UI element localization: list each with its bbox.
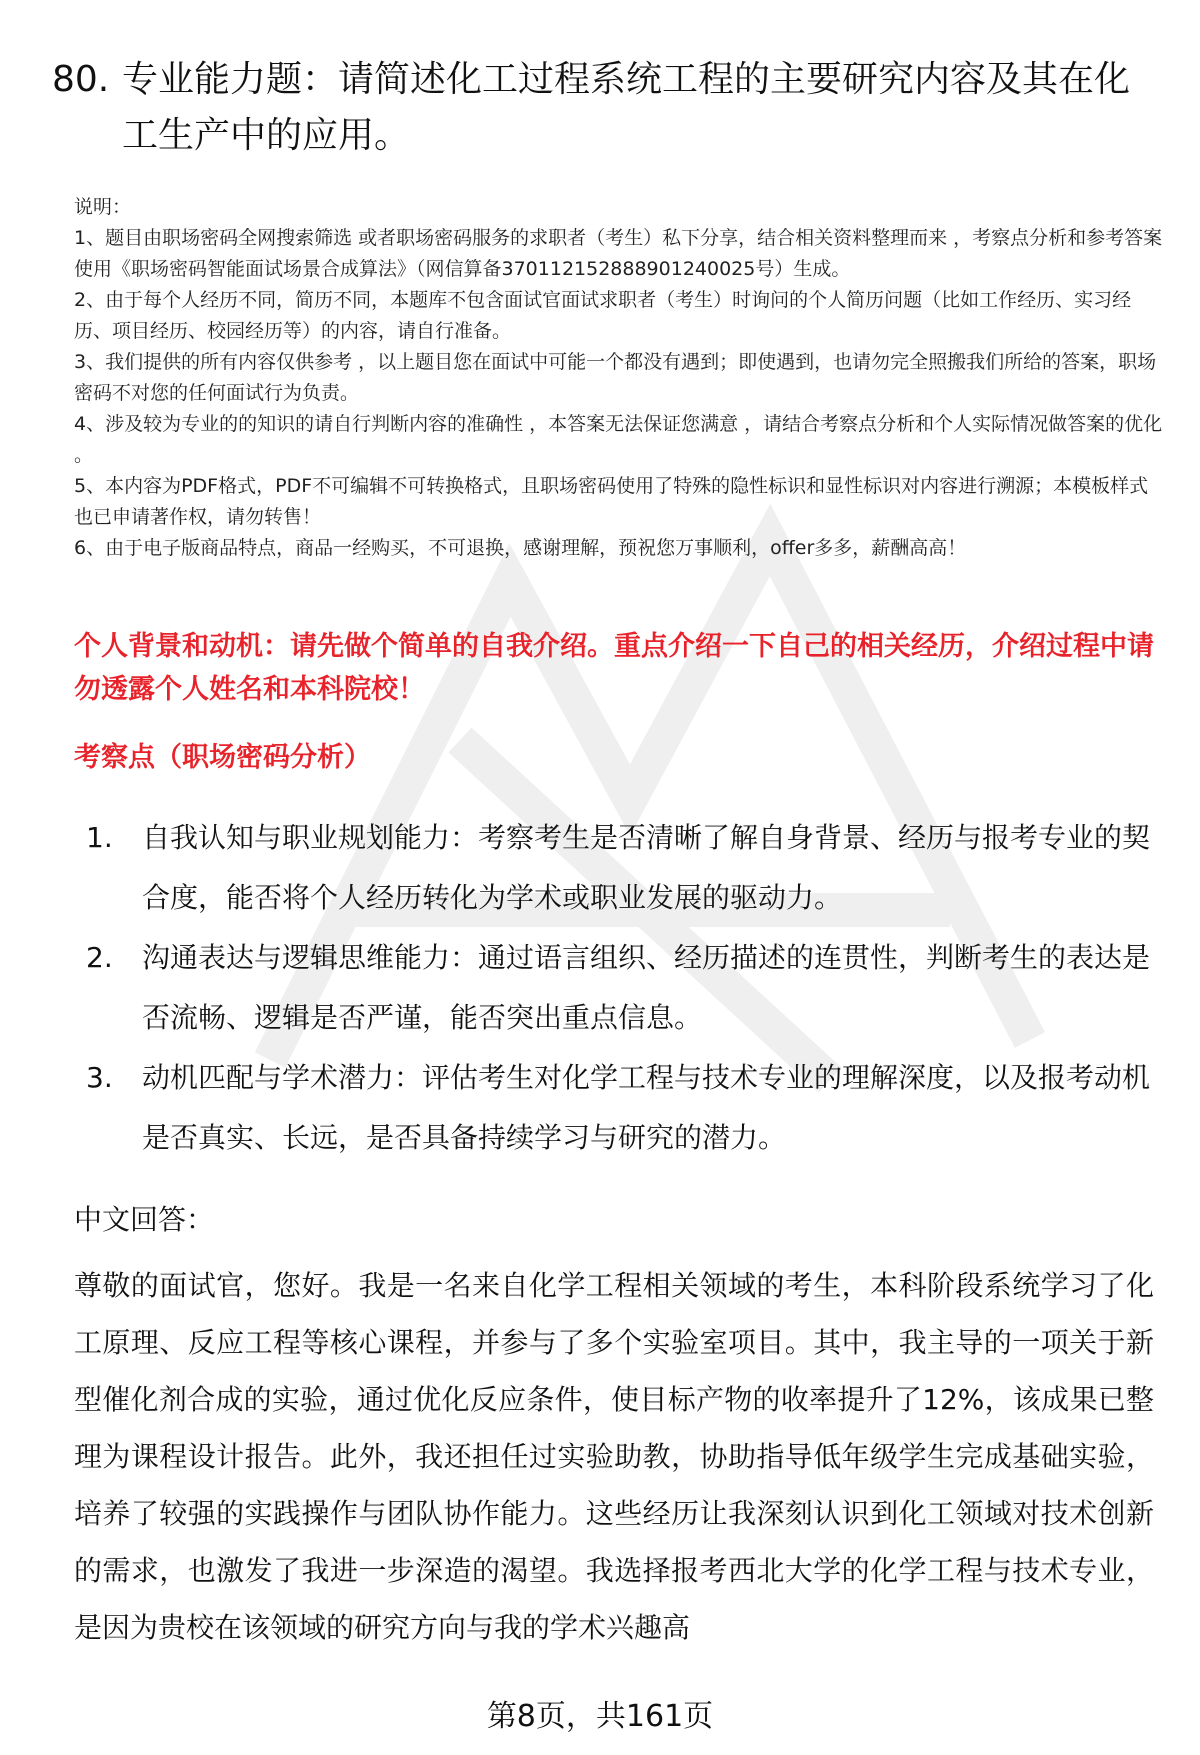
point-number: 2. [86, 941, 113, 974]
point-number: 1. [86, 821, 113, 854]
question-number: 80. [52, 59, 110, 100]
page-footer: 第8页，共161页 [486, 1699, 714, 1734]
answer-label: 中文回答： [74, 1203, 215, 1236]
note-item: 3、我们提供的所有内容仅供参考 ，以上题目您在面试中可能一个都没有遇到；即使遇到，也请勿完全照搬我们所给的答案，职场密码不对您的任何面试行为负责。 [74, 351, 1157, 404]
point-text: 沟通表达与逻辑思维能力：通过语言组织、经历描述的连贯性，判断考生的表达是否流畅、逻辑是否严谨，能否突出重点信息。 [142, 941, 1151, 1034]
background-question: 个人背景和动机：请先做个简单的自我介绍。重点介绍一下自己的相关经历，介绍过程中请勿透露个人姓名和本科院校！ [74, 631, 1154, 705]
point-text: 自我认知与职业规划能力：考察考生是否清晰了解自身背景、经历与报考专业的契合度，能否将个人经历转化为学术或职业发展的驱动力。 [142, 821, 1151, 914]
point-number: 3. [86, 1061, 113, 1094]
list-item [74, 808, 1154, 928]
note-item: 5、本内容为PDF格式，PDF不可编辑不可转换格式，且职场密码使用了特殊的隐性标识和显性标识对内容进行溯源；本模板样式也已申请著作权，请勿转售！ [74, 475, 1149, 528]
list-item [74, 1048, 1154, 1168]
question-text: 专业能力题：请简述化工过程系统工程的主要研究内容及其在化工生产中的应用。 [122, 59, 1131, 156]
notes-heading: 说明： [74, 196, 132, 218]
point-text: 动机匹配与学术潜力：评估考生对化学工程与技术专业的理解深度，以及报考动机是否真实、长远，是否具备持续学习与研究的潜力。 [142, 1061, 1151, 1154]
answer-text: 尊敬的面试官，您好。我是一名来自化学工程相关领域的考生，本科阶段系统学习了化工原理、反应工程等核心课程，并参与了多个实验室项目。其中，我主导的一项关于新型催化剂合成的实验，通过优化反应条件，使目标产物的收率提升了12%，该成果已整理为课程设计报告。此外，我还担任过实验助教，协助指导低年级学生完成基础实验，培养了较强的实践操作与团队协作能力。这些经历让我深刻认识到化工领域对技术创新的需求，也激发了我进一步深造的渴望。我选择报考西北大学的化学工程与技术专业，是因为贵校在该领域的研究方向与我的学术兴趣高 [74, 1269, 1154, 1644]
analysis-points [74, 808, 1154, 1168]
list-item [74, 928, 1154, 1048]
question-title [52, 52, 1152, 164]
notes-section [74, 192, 1164, 564]
note-item: 2、由于每个人经历不同，简历不同，本题库不包含面试官面试求职者（考生）时询问的个人简历问题（比如工作经历、实习经历、项目经历、校园经历等）的内容，请自行准备。 [74, 289, 1132, 342]
note-item: 4、涉及较为专业的的知识的请自行判断内容的准确性 ，本答案无法保证您满意 ，请结合考察点分析和个人实际情况做答案的优化 。 [74, 413, 1163, 466]
note-item: 6、由于电子版商品特点，商品一经购买，不可退换，感谢理解，预祝您万事顺利，offer多多，薪酬高高！ [74, 537, 967, 559]
analysis-heading: 考察点（职场密码分析） [74, 742, 371, 773]
note-item: 1、题目由职场密码全网搜索筛选 或者职场密码服务的求职者（考生）私下分享，结合相关资料整理而来 ，考察点分析和参考答案使用《职场密码智能面试场景合成算法》（网信算备370112152888901240025号）生成。 [74, 227, 1163, 280]
